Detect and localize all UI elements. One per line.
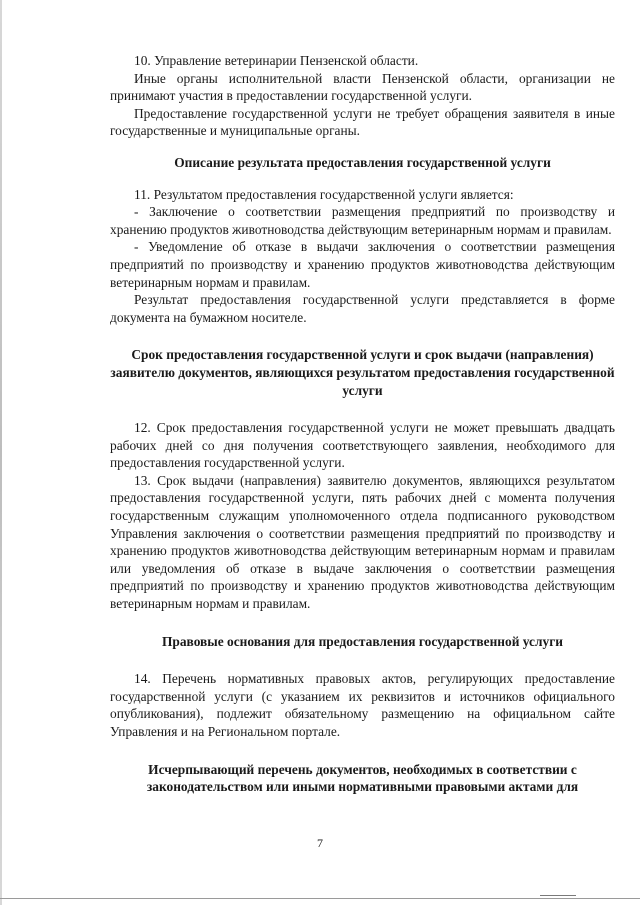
scan-artifact-mark [540, 895, 576, 896]
paragraph-conclusion: - Заключение о соответствии размещения предприятий по производству и хранению продуктов животноводства действующим ветеринарным нормам и правилам. [110, 204, 615, 237]
heading-result-description: Описание результата предоставления государственной услуги [174, 154, 551, 170]
paragraph-refusal-notice: - Уведомление об отказе в выдачи заключения о соответствии размещения предприятий по производству и хранению продуктов животноводства действующим ветеринарным нормам и правилам. [110, 239, 615, 290]
paragraph-other-bodies: Иные органы исполнительной власти Пензенской области, организации не принимают участия в предоставлении государственной услуги. [110, 70, 615, 104]
paragraph-no-appeal: Предоставление государственной услуги не требует обращения заявителя в иные государственные и муниципальные органы. [110, 105, 615, 139]
paragraph-result-form: Результат предоставления государственной услуги представляется в форме документа на бумажном носителе. [110, 292, 615, 325]
scan-bottom-line [0, 898, 640, 899]
paragraph-item-10: 10. Управление ветеринарии Пензенской области. [134, 53, 419, 68]
heading-legal-basis: Правовые основания для предоставления государственной услуги [162, 633, 563, 649]
page-content [110, 52, 615, 796]
heading-documents-list: Исчерпывающий перечень документов, необходимых в соответствии с законодательством или иными нормативными правовыми актами для [146, 761, 579, 795]
page-number: 7 [317, 836, 323, 850]
scan-edge-shadow [0, 0, 2, 905]
paragraph-item-14: 14. Перечень нормативных правовых актов, регулирующих предоставление государственной услуги (с указанием их реквизитов и источников официального опубликования), подлежит обязательному размещению на официальном сайте Управления и на Региональном портале. [110, 671, 615, 739]
paragraph-item-11: 11. Результатом предоставления государственной услуги является: [134, 186, 514, 202]
paragraph-item-12: 12. Срок предоставления государственной услуги не может превышать двадцать рабочих дней со дня получения соответствующего заявления, необходимого для предоставления государственной услуги. [110, 420, 615, 471]
heading-service-term: Срок предоставления государственной услуги и срок выдачи (направления) заявителю документов, являющихся результатом предоставления государственной услуги [110, 347, 615, 398]
paragraph-item-13: 13. Срок выдачи (направления) заявителю документов, являющихся результатом предоставления государственной услуги, пять рабочих дней с момента получения государственным служащим уполномоченного отдела подписанного руководством Управления заключения о соответствии размещения предприятий по производству и хранению продуктов животноводства действующим ветеринарным нормам и правилам или уведомления об отказе в выдаче заключения о соответствии размещения предприятий по производству и хранению продуктов животноводства действующим ветеринарным нормам и правилам. [110, 472, 615, 612]
